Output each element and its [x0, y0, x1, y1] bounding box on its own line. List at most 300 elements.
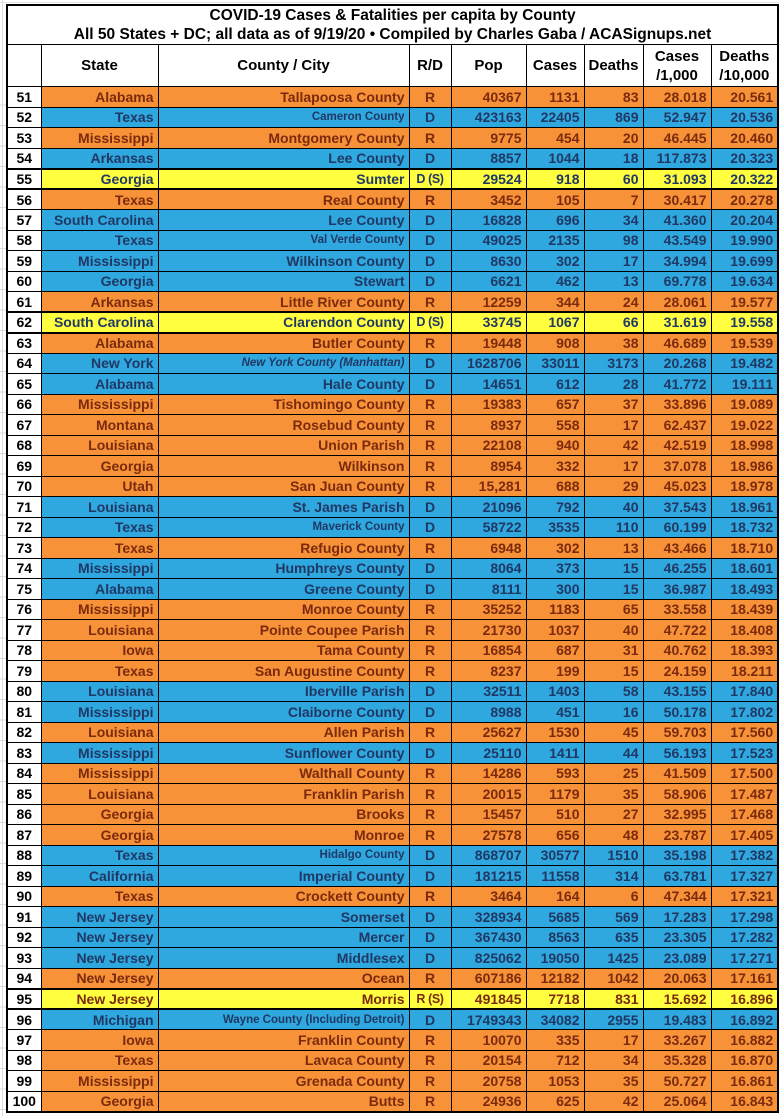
rank-cell[interactable]: 61: [7, 292, 41, 313]
state-cell[interactable]: Montana: [41, 415, 158, 436]
deaths-cell[interactable]: 17: [584, 415, 643, 436]
rank-cell[interactable]: 88: [7, 845, 41, 866]
county-cell[interactable]: Union Parish: [158, 435, 409, 456]
cases-per-1000-cell[interactable]: 47.344: [643, 886, 711, 907]
cases-cell[interactable]: 908: [526, 333, 584, 354]
county-cell[interactable]: Rosebud County: [158, 415, 409, 436]
rd-cell[interactable]: D: [409, 948, 451, 969]
rank-cell[interactable]: 53: [7, 128, 41, 149]
county-cell[interactable]: Walthall County: [158, 763, 409, 784]
county-cell[interactable]: Butts: [158, 1091, 409, 1112]
cases-cell[interactable]: 3535: [526, 517, 584, 538]
county-cell[interactable]: Hale County: [158, 374, 409, 395]
pop-cell[interactable]: 32511: [451, 681, 526, 702]
cases-per-1000-cell[interactable]: 33.267: [643, 1030, 711, 1051]
deaths-cell[interactable]: 65: [584, 599, 643, 620]
pop-cell[interactable]: 607186: [451, 968, 526, 989]
county-cell[interactable]: Allen Parish: [158, 722, 409, 743]
rank-cell[interactable]: 75: [7, 579, 41, 600]
deaths-cell[interactable]: 40: [584, 497, 643, 518]
deaths-per-10000-cell[interactable]: 20.278: [711, 189, 778, 210]
county-cell[interactable]: Real County: [158, 189, 409, 210]
deaths-per-10000-cell[interactable]: 19.022: [711, 415, 778, 436]
deaths-cell[interactable]: 34: [584, 210, 643, 231]
rank-cell[interactable]: 74: [7, 558, 41, 579]
deaths-per-10000-cell[interactable]: 19.558: [711, 312, 778, 333]
cases-cell[interactable]: 1411: [526, 743, 584, 764]
rd-cell[interactable]: D: [409, 579, 451, 600]
rank-cell[interactable]: 69: [7, 456, 41, 477]
deaths-cell[interactable]: 31: [584, 640, 643, 661]
rank-cell[interactable]: 83: [7, 743, 41, 764]
rank-cell[interactable]: 78: [7, 640, 41, 661]
cases-cell[interactable]: 657: [526, 394, 584, 415]
deaths-cell[interactable]: 98: [584, 230, 643, 251]
rd-cell[interactable]: R: [409, 394, 451, 415]
rank-cell[interactable]: 68: [7, 435, 41, 456]
deaths-cell[interactable]: 314: [584, 866, 643, 887]
deaths-cell[interactable]: 16: [584, 702, 643, 723]
county-cell[interactable]: Franklin Parish: [158, 784, 409, 805]
deaths-per-10000-cell[interactable]: 18.393: [711, 640, 778, 661]
rd-cell[interactable]: R: [409, 620, 451, 641]
cases-per-1000-cell[interactable]: 69.778: [643, 271, 711, 292]
cases-per-1000-cell[interactable]: 35.328: [643, 1050, 711, 1071]
deaths-per-10000-cell[interactable]: 20.204: [711, 210, 778, 231]
deaths-per-10000-cell[interactable]: 18.998: [711, 435, 778, 456]
deaths-cell[interactable]: 35: [584, 1071, 643, 1092]
rd-cell[interactable]: R: [409, 599, 451, 620]
deaths-cell[interactable]: 831: [584, 989, 643, 1010]
rd-cell[interactable]: D: [409, 374, 451, 395]
county-cell[interactable]: Montgomery County: [158, 128, 409, 149]
county-cell[interactable]: Monroe: [158, 825, 409, 846]
pop-cell[interactable]: 1749343: [451, 1009, 526, 1030]
cases-per-1000-cell[interactable]: 59.703: [643, 722, 711, 743]
state-cell[interactable]: Texas: [41, 661, 158, 682]
cases-cell[interactable]: 11558: [526, 866, 584, 887]
cases-cell[interactable]: 105: [526, 189, 584, 210]
state-cell[interactable]: Louisiana: [41, 784, 158, 805]
rank-cell[interactable]: 59: [7, 251, 41, 272]
header-cases-per-1000[interactable]: Cases /1,000: [643, 45, 711, 87]
deaths-per-10000-cell[interactable]: 17.327: [711, 866, 778, 887]
pop-cell[interactable]: 8988: [451, 702, 526, 723]
deaths-per-10000-cell[interactable]: 17.468: [711, 804, 778, 825]
cases-per-1000-cell[interactable]: 50.727: [643, 1071, 711, 1092]
county-cell[interactable]: Grenada County: [158, 1071, 409, 1092]
county-cell[interactable]: Brooks: [158, 804, 409, 825]
deaths-cell[interactable]: 42: [584, 435, 643, 456]
cases-per-1000-cell[interactable]: 43.466: [643, 538, 711, 559]
rd-cell[interactable]: D: [409, 271, 451, 292]
rank-cell[interactable]: 55: [7, 169, 41, 190]
state-cell[interactable]: Mississippi: [41, 558, 158, 579]
state-cell[interactable]: Texas: [41, 189, 158, 210]
cases-cell[interactable]: 302: [526, 538, 584, 559]
rd-cell[interactable]: D: [409, 353, 451, 374]
state-cell[interactable]: Georgia: [41, 825, 158, 846]
state-cell[interactable]: Arkansas: [41, 148, 158, 169]
pop-cell[interactable]: 25110: [451, 743, 526, 764]
rd-cell[interactable]: D: [409, 845, 451, 866]
cases-cell[interactable]: 656: [526, 825, 584, 846]
pop-cell[interactable]: 22108: [451, 435, 526, 456]
cases-cell[interactable]: 302: [526, 251, 584, 272]
state-cell[interactable]: Mississippi: [41, 394, 158, 415]
deaths-cell[interactable]: 44: [584, 743, 643, 764]
deaths-per-10000-cell[interactable]: 18.732: [711, 517, 778, 538]
rd-cell[interactable]: R: [409, 87, 451, 108]
rank-cell[interactable]: 86: [7, 804, 41, 825]
cases-cell[interactable]: 792: [526, 497, 584, 518]
deaths-cell[interactable]: 17: [584, 1030, 643, 1051]
cases-cell[interactable]: 612: [526, 374, 584, 395]
cases-cell[interactable]: 335: [526, 1030, 584, 1051]
cases-cell[interactable]: 687: [526, 640, 584, 661]
state-cell[interactable]: Mississippi: [41, 251, 158, 272]
rd-cell[interactable]: R: [409, 1030, 451, 1051]
rank-cell[interactable]: 99: [7, 1071, 41, 1092]
deaths-cell[interactable]: 15: [584, 558, 643, 579]
cases-cell[interactable]: 300: [526, 579, 584, 600]
state-cell[interactable]: Alabama: [41, 374, 158, 395]
header-state[interactable]: State: [41, 45, 158, 87]
deaths-per-10000-cell[interactable]: 20.460: [711, 128, 778, 149]
rd-cell[interactable]: R: [409, 661, 451, 682]
state-cell[interactable]: Louisiana: [41, 681, 158, 702]
deaths-cell[interactable]: 27: [584, 804, 643, 825]
rd-cell[interactable]: D: [409, 210, 451, 231]
cases-per-1000-cell[interactable]: 56.193: [643, 743, 711, 764]
pop-cell[interactable]: 27578: [451, 825, 526, 846]
cases-per-1000-cell[interactable]: 43.155: [643, 681, 711, 702]
cases-per-1000-cell[interactable]: 52.947: [643, 107, 711, 128]
state-cell[interactable]: Texas: [41, 538, 158, 559]
cases-per-1000-cell[interactable]: 24.159: [643, 661, 711, 682]
rd-cell[interactable]: R: [409, 435, 451, 456]
cases-cell[interactable]: 1403: [526, 681, 584, 702]
cases-per-1000-cell[interactable]: 35.198: [643, 845, 711, 866]
cases-cell[interactable]: 34082: [526, 1009, 584, 1030]
cases-per-1000-cell[interactable]: 34.994: [643, 251, 711, 272]
rd-cell[interactable]: R: [409, 825, 451, 846]
pop-cell[interactable]: 868707: [451, 845, 526, 866]
cases-per-1000-cell[interactable]: 41.772: [643, 374, 711, 395]
county-cell[interactable]: St. James Parish: [158, 497, 409, 518]
pop-cell[interactable]: 328934: [451, 907, 526, 928]
cases-per-1000-cell[interactable]: 37.078: [643, 456, 711, 477]
state-cell[interactable]: Louisiana: [41, 497, 158, 518]
rank-cell[interactable]: 96: [7, 1009, 41, 1030]
rank-cell[interactable]: 100: [7, 1091, 41, 1112]
header-cases[interactable]: Cases: [526, 45, 584, 87]
state-cell[interactable]: Alabama: [41, 333, 158, 354]
rank-cell[interactable]: 92: [7, 927, 41, 948]
rank-cell[interactable]: 52: [7, 107, 41, 128]
state-cell[interactable]: Mississippi: [41, 128, 158, 149]
rank-cell[interactable]: 91: [7, 907, 41, 928]
deaths-cell[interactable]: 25: [584, 763, 643, 784]
rd-cell[interactable]: R: [409, 1071, 451, 1092]
state-cell[interactable]: Texas: [41, 517, 158, 538]
pop-cell[interactable]: 6948: [451, 538, 526, 559]
pop-cell[interactable]: 8064: [451, 558, 526, 579]
state-cell[interactable]: Georgia: [41, 169, 158, 190]
pop-cell[interactable]: 423163: [451, 107, 526, 128]
rd-cell[interactable]: R: [409, 456, 451, 477]
cases-cell[interactable]: 712: [526, 1050, 584, 1071]
state-cell[interactable]: Louisiana: [41, 620, 158, 641]
cases-cell[interactable]: 344: [526, 292, 584, 313]
cases-per-1000-cell[interactable]: 20.268: [643, 353, 711, 374]
header-deaths[interactable]: Deaths: [584, 45, 643, 87]
deaths-per-10000-cell[interactable]: 19.111: [711, 374, 778, 395]
rank-cell[interactable]: 62: [7, 312, 41, 333]
deaths-cell[interactable]: 13: [584, 538, 643, 559]
deaths-per-10000-cell[interactable]: 20.536: [711, 107, 778, 128]
pop-cell[interactable]: 40367: [451, 87, 526, 108]
rank-cell[interactable]: 56: [7, 189, 41, 210]
deaths-per-10000-cell[interactable]: 18.710: [711, 538, 778, 559]
deaths-per-10000-cell[interactable]: 18.986: [711, 456, 778, 477]
deaths-per-10000-cell[interactable]: 18.493: [711, 579, 778, 600]
deaths-cell[interactable]: 48: [584, 825, 643, 846]
cases-cell[interactable]: 19050: [526, 948, 584, 969]
state-cell[interactable]: California: [41, 866, 158, 887]
rd-cell[interactable]: R: [409, 128, 451, 149]
rank-cell[interactable]: 85: [7, 784, 41, 805]
rank-cell[interactable]: 70: [7, 476, 41, 497]
deaths-cell[interactable]: 869: [584, 107, 643, 128]
county-cell[interactable]: Pointe Coupee Parish: [158, 620, 409, 641]
county-cell[interactable]: Sunflower County: [158, 743, 409, 764]
county-cell[interactable]: Cameron County: [158, 107, 409, 128]
deaths-per-10000-cell[interactable]: 17.382: [711, 845, 778, 866]
state-cell[interactable]: Mississippi: [41, 599, 158, 620]
deaths-per-10000-cell[interactable]: 19.089: [711, 394, 778, 415]
pop-cell[interactable]: 21730: [451, 620, 526, 641]
cases-cell[interactable]: 30577: [526, 845, 584, 866]
deaths-per-10000-cell[interactable]: 16.892: [711, 1009, 778, 1030]
cases-cell[interactable]: 1183: [526, 599, 584, 620]
rd-cell[interactable]: D: [409, 251, 451, 272]
county-cell[interactable]: Maverick County: [158, 517, 409, 538]
county-cell[interactable]: Wilkinson County: [158, 251, 409, 272]
rd-cell[interactable]: R: [409, 640, 451, 661]
deaths-per-10000-cell[interactable]: 19.482: [711, 353, 778, 374]
rank-cell[interactable]: 76: [7, 599, 41, 620]
deaths-per-10000-cell[interactable]: 17.298: [711, 907, 778, 928]
county-cell[interactable]: Lee County: [158, 210, 409, 231]
deaths-cell[interactable]: 20: [584, 128, 643, 149]
deaths-cell[interactable]: 569: [584, 907, 643, 928]
rank-cell[interactable]: 82: [7, 722, 41, 743]
state-cell[interactable]: South Carolina: [41, 210, 158, 231]
deaths-cell[interactable]: 17: [584, 456, 643, 477]
county-cell[interactable]: Tallapoosa County: [158, 87, 409, 108]
header-pop[interactable]: Pop: [451, 45, 526, 87]
cases-cell[interactable]: 1067: [526, 312, 584, 333]
rank-cell[interactable]: 73: [7, 538, 41, 559]
rd-cell[interactable]: D: [409, 702, 451, 723]
rd-cell[interactable]: D: [409, 743, 451, 764]
deaths-per-10000-cell[interactable]: 18.978: [711, 476, 778, 497]
rank-cell[interactable]: 63: [7, 333, 41, 354]
rd-cell[interactable]: R: [409, 333, 451, 354]
rank-cell[interactable]: 60: [7, 271, 41, 292]
state-cell[interactable]: New Jersey: [41, 948, 158, 969]
state-cell[interactable]: Utah: [41, 476, 158, 497]
cases-per-1000-cell[interactable]: 17.283: [643, 907, 711, 928]
cases-per-1000-cell[interactable]: 46.689: [643, 333, 711, 354]
rank-cell[interactable]: 51: [7, 87, 41, 108]
rank-cell[interactable]: 93: [7, 948, 41, 969]
rd-cell[interactable]: R: [409, 476, 451, 497]
deaths-cell[interactable]: 37: [584, 394, 643, 415]
cases-per-1000-cell[interactable]: 30.417: [643, 189, 711, 210]
cases-cell[interactable]: 5685: [526, 907, 584, 928]
pop-cell[interactable]: 491845: [451, 989, 526, 1010]
rank-cell[interactable]: 87: [7, 825, 41, 846]
rd-cell[interactable]: D: [409, 1009, 451, 1030]
rd-cell[interactable]: D: [409, 866, 451, 887]
deaths-per-10000-cell[interactable]: 19.990: [711, 230, 778, 251]
cases-cell[interactable]: 12182: [526, 968, 584, 989]
county-cell[interactable]: Franklin County: [158, 1030, 409, 1051]
rd-cell[interactable]: R: [409, 415, 451, 436]
pop-cell[interactable]: 25627: [451, 722, 526, 743]
rank-cell[interactable]: 58: [7, 230, 41, 251]
county-cell[interactable]: Mercer: [158, 927, 409, 948]
rank-cell[interactable]: 97: [7, 1030, 41, 1051]
deaths-cell[interactable]: 35: [584, 784, 643, 805]
cases-cell[interactable]: 918: [526, 169, 584, 190]
rank-cell[interactable]: 77: [7, 620, 41, 641]
cases-cell[interactable]: 625: [526, 1091, 584, 1112]
cases-per-1000-cell[interactable]: 25.064: [643, 1091, 711, 1112]
pop-cell[interactable]: 33745: [451, 312, 526, 333]
rd-cell[interactable]: R: [409, 1091, 451, 1112]
pop-cell[interactable]: 10070: [451, 1030, 526, 1051]
rank-cell[interactable]: 67: [7, 415, 41, 436]
rank-cell[interactable]: 81: [7, 702, 41, 723]
cases-cell[interactable]: 2135: [526, 230, 584, 251]
county-cell[interactable]: Humphreys County: [158, 558, 409, 579]
cases-cell[interactable]: 33011: [526, 353, 584, 374]
cases-per-1000-cell[interactable]: 50.178: [643, 702, 711, 723]
state-cell[interactable]: South Carolina: [41, 312, 158, 333]
pop-cell[interactable]: 14651: [451, 374, 526, 395]
pop-cell[interactable]: 8937: [451, 415, 526, 436]
deaths-per-10000-cell[interactable]: 17.282: [711, 927, 778, 948]
county-cell[interactable]: Clarendon County: [158, 312, 409, 333]
rd-cell[interactable]: R: [409, 1050, 451, 1071]
pop-cell[interactable]: 24936: [451, 1091, 526, 1112]
rank-cell[interactable]: 94: [7, 968, 41, 989]
cases-per-1000-cell[interactable]: 47.722: [643, 620, 711, 641]
deaths-cell[interactable]: 58: [584, 681, 643, 702]
rd-cell[interactable]: D: [409, 497, 451, 518]
deaths-per-10000-cell[interactable]: 16.882: [711, 1030, 778, 1051]
cases-cell[interactable]: 593: [526, 763, 584, 784]
county-cell[interactable]: Lavaca County: [158, 1050, 409, 1071]
deaths-per-10000-cell[interactable]: 16.870: [711, 1050, 778, 1071]
rank-cell[interactable]: 80: [7, 681, 41, 702]
rank-cell[interactable]: 95: [7, 989, 41, 1010]
deaths-cell[interactable]: 45: [584, 722, 643, 743]
county-cell[interactable]: Monroe County: [158, 599, 409, 620]
rd-cell[interactable]: D: [409, 230, 451, 251]
county-cell[interactable]: Stewart: [158, 271, 409, 292]
cases-cell[interactable]: 558: [526, 415, 584, 436]
deaths-per-10000-cell[interactable]: 17.560: [711, 722, 778, 743]
deaths-per-10000-cell[interactable]: 19.634: [711, 271, 778, 292]
cases-per-1000-cell[interactable]: 62.437: [643, 415, 711, 436]
rd-cell[interactable]: R: [409, 292, 451, 313]
rank-cell[interactable]: 89: [7, 866, 41, 887]
deaths-per-10000-cell[interactable]: 17.487: [711, 784, 778, 805]
pop-cell[interactable]: 15,281: [451, 476, 526, 497]
cases-per-1000-cell[interactable]: 40.762: [643, 640, 711, 661]
county-cell[interactable]: New York County (Manhattan): [158, 353, 409, 374]
pop-cell[interactable]: 15457: [451, 804, 526, 825]
county-cell[interactable]: Ocean: [158, 968, 409, 989]
pop-cell[interactable]: 16828: [451, 210, 526, 231]
pop-cell[interactable]: 29524: [451, 169, 526, 190]
pop-cell[interactable]: 20154: [451, 1050, 526, 1071]
rank-cell[interactable]: 90: [7, 886, 41, 907]
deaths-cell[interactable]: 2955: [584, 1009, 643, 1030]
pop-cell[interactable]: 49025: [451, 230, 526, 251]
cases-per-1000-cell[interactable]: 23.089: [643, 948, 711, 969]
cases-cell[interactable]: 8563: [526, 927, 584, 948]
deaths-per-10000-cell[interactable]: 19.699: [711, 251, 778, 272]
state-cell[interactable]: Mississippi: [41, 1071, 158, 1092]
deaths-cell[interactable]: 38: [584, 333, 643, 354]
deaths-cell[interactable]: 13: [584, 271, 643, 292]
cases-per-1000-cell[interactable]: 46.255: [643, 558, 711, 579]
county-cell[interactable]: Tishomingo County: [158, 394, 409, 415]
pop-cell[interactable]: 6621: [451, 271, 526, 292]
deaths-per-10000-cell[interactable]: 16.843: [711, 1091, 778, 1112]
deaths-cell[interactable]: 34: [584, 1050, 643, 1071]
county-cell[interactable]: Hidalgo County: [158, 845, 409, 866]
cases-cell[interactable]: 1044: [526, 148, 584, 169]
rank-cell[interactable]: 66: [7, 394, 41, 415]
rank-cell[interactable]: 65: [7, 374, 41, 395]
state-cell[interactable]: Louisiana: [41, 722, 158, 743]
deaths-cell[interactable]: 1510: [584, 845, 643, 866]
rd-cell[interactable]: R: [409, 886, 451, 907]
deaths-cell[interactable]: 110: [584, 517, 643, 538]
pop-cell[interactable]: 8857: [451, 148, 526, 169]
state-cell[interactable]: New Jersey: [41, 968, 158, 989]
cases-per-1000-cell[interactable]: 36.987: [643, 579, 711, 600]
cases-cell[interactable]: 1037: [526, 620, 584, 641]
state-cell[interactable]: Arkansas: [41, 292, 158, 313]
pop-cell[interactable]: 20015: [451, 784, 526, 805]
cases-per-1000-cell[interactable]: 41.360: [643, 210, 711, 231]
pop-cell[interactable]: 1628706: [451, 353, 526, 374]
state-cell[interactable]: Georgia: [41, 1091, 158, 1112]
state-cell[interactable]: New York: [41, 353, 158, 374]
deaths-cell[interactable]: 60: [584, 169, 643, 190]
cases-cell[interactable]: 22405: [526, 107, 584, 128]
deaths-per-10000-cell[interactable]: 19.577: [711, 292, 778, 313]
county-cell[interactable]: Middlesex: [158, 948, 409, 969]
county-cell[interactable]: Greene County: [158, 579, 409, 600]
